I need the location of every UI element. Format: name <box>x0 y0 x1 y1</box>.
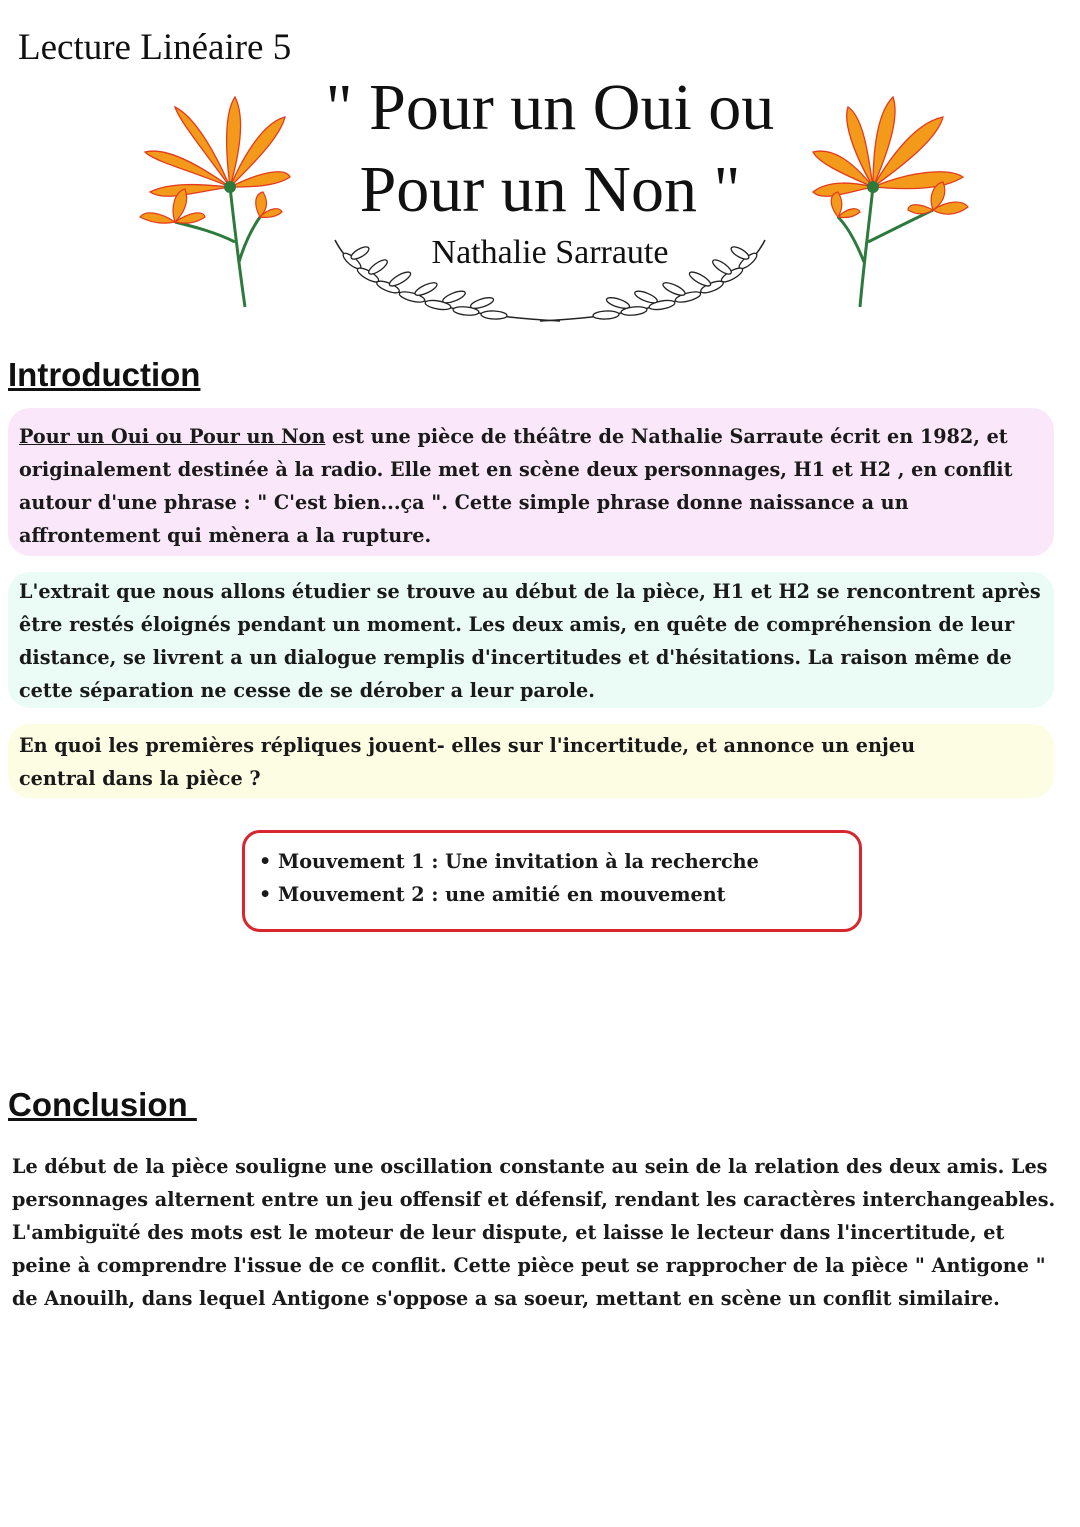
problematic-text: En quoi les premières répliques jouent- elles sur l'incertitude, et annonce un enjeu central dans la pièce ? <box>19 734 916 790</box>
movements-list <box>259 845 845 911</box>
introduction-context-box <box>8 408 1054 556</box>
introduction-heading: Introduction <box>8 356 201 393</box>
movement-item-2: • Mouvement 2 : une amitié en mouvement <box>259 878 845 911</box>
work-title: Pour un Oui ou Pour un Non <box>19 425 326 448</box>
conclusion-text: Le début de la pièce souligne une oscillation constante au sein de la relation des deux amis. Les personnages alternent entre un jeu offensif et défensif, rendant les caractères interchangeables. L'ambiguïté des mots est le moteur de leur dispute, et laisse le lecteur dans l'incertitude, et peine à comprendre l'issue de ce conflit. Cette pièce peut se rapprocher de la pièce " Antigone " de Anouilh, dans lequel Antigone s'oppose a sa soeur, mettant en scène un conflit similaire. <box>12 1155 1056 1310</box>
conclusion-heading: Conclusion <box>8 1086 197 1123</box>
introduction-paragraph-1 <box>19 420 1044 552</box>
introduction-paragraph-1-text: est une pièce de théâtre de Nathalie Sarraute écrit en 1982, et originalement destinée à la radio. Elle met en scène deux personnages, H1 et H2 , en conflit autour d'une phrase : " C'est bien...ça ". Cette simple phrase donne naissance a un affrontement qui mènera a la rupture. <box>19 425 1013 547</box>
extract-context-box <box>8 572 1054 708</box>
page-title-line-1: " Pour un Oui ou <box>325 71 775 144</box>
author-name: Nathalie Sarraute <box>431 234 669 271</box>
movements-box <box>242 830 862 932</box>
introduction-paragraph-2: L'extrait que nous allons étudier se trouve au début de la pièce, H1 et H2 se rencontrent après être restés éloignés pendant un moment. Les deux amis, en quête de compréhension de leur distance, se livrent a un dialogue remplis d'incertitudes et d'hésitations. La raison même de cette séparation ne cesse de se dérober a leur parole. <box>19 580 1041 702</box>
course-label: Lecture Linéaire 5 <box>18 27 292 68</box>
movement-item-1: • Mouvement 1 : Une invitation à la recherche <box>259 845 845 878</box>
page-title-line-2: Pour un Non " <box>359 153 741 226</box>
problematic-box <box>8 724 1054 798</box>
